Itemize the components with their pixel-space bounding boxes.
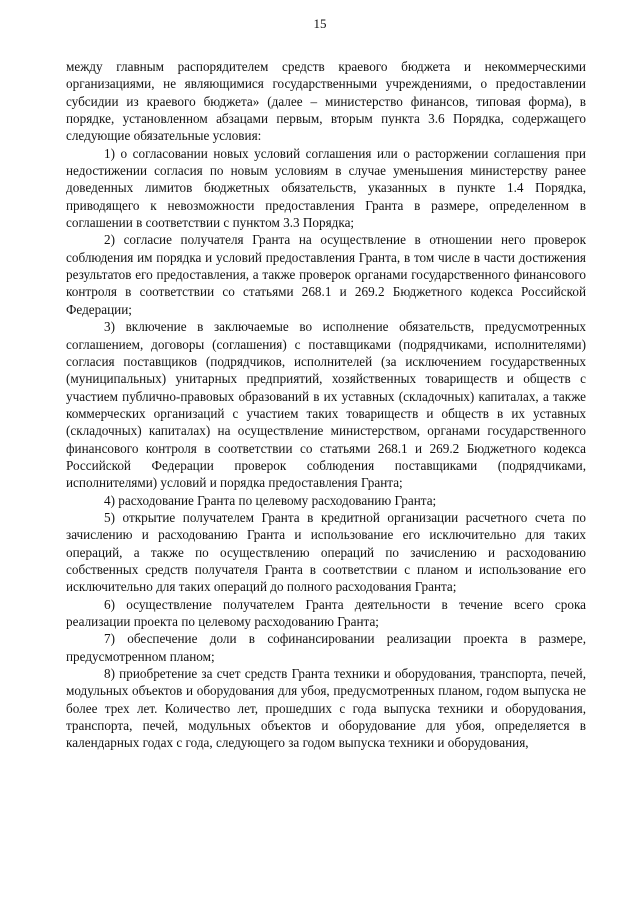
paragraph-item-6: 6) осуществление получателем Гранта деятельности в течение всего срока реализации проекта по целевому расходованию Гранта; xyxy=(66,596,586,629)
document-body xyxy=(66,58,586,752)
paragraph-item-4: 4) расходование Гранта по целевому расходованию Гранта; xyxy=(104,492,437,508)
paragraph-item-7: 7) обеспечение доли в софинансировании реализации проекта в размере, предусмотренном планом; xyxy=(66,631,586,664)
paragraph-item-5: 5) открытие получателем Гранта в кредитной организации расчетного счета по зачислению и расходованию Гранта и использование его исключительно для таких операций, а также по осуществлению операций по зачислению и расходованию собственных средств получателя Гранта в соответствии с планом и использование его исключительно для таких операций до полного расходования Гранта; xyxy=(66,509,586,595)
paragraph-continuation: между главным распорядителем средств краевого бюджета и некоммерческими организациями, не являющимися государственными учреждениями, о предоставлении субсидии из краевого бюджета» (далее – министерство финансов, типовая форма), в порядке, установленном абзацами первым, вторым пункта 3.6 Порядка, содержащего следующие обязательные условия: xyxy=(66,59,586,144)
paragraph-item-8: 8) приобретение за счет средств Гранта техники и оборудования, транспорта, печей, модульных объектов и оборудования для убоя, предусмотренных планом, годом выпуска не более трех лет. Количество лет, прошедших с года выпуска техники и оборудования, транспорта, печей, модульных объектов и оборудование для убоя, определяется в календарных годах с года, следующего за годом выпуска техники и оборудования, xyxy=(66,666,586,751)
paragraph-item-2: 2) согласие получателя Гранта на осуществление в отношении него проверок соблюдения им порядка и условий предоставления Гранта, в том числе в части достижения результатов его предоставления, а также проверок органами государственного финансового контроля в соответствии со статьями 268.1 и 269.2 Бюджетного кодекса Российской Федерации; xyxy=(66,232,586,317)
paragraph-item-3: 3) включение в заключаемые во исполнение обязательств, предусмотренных соглашением, договоры (соглашения) с поставщиками (подрядчиками, исполнителями) согласия поставщиков (подрядчиков, исполнителей (за исключением государственных (муниципальных) унитарных предприятий, хозяйственных товариществ и обществ с участием публично-правовых образований в их уставных (складочных) капиталах, а также коммерческих организаций с участием таких товариществ и обществ в их уставных (складочных) капиталах) на осуществление министерством, органами государственного финансового контроля в соответствии со статьями 268.1 и 269.2 Бюджетного кодекса Российской Федерации проверок соблюдения поставщиками (подрядчиками, исполнителями) условий и порядка предоставления Гранта; xyxy=(66,319,586,491)
paragraph-item-1: 1) о согласовании новых условий соглашения или о расторжении соглашения при недостижении согласия по новым условиям в случае уменьшения министерству ранее доведенных лимитов бюджетных обязательств, указанных в пункте 1.4 Порядка, приводящего к невозможности предоставления Гранта в размере, определенном в соглашении в соответствии с пунктом 3.3 Порядка; xyxy=(66,145,586,231)
page-number: 15 xyxy=(313,16,327,31)
